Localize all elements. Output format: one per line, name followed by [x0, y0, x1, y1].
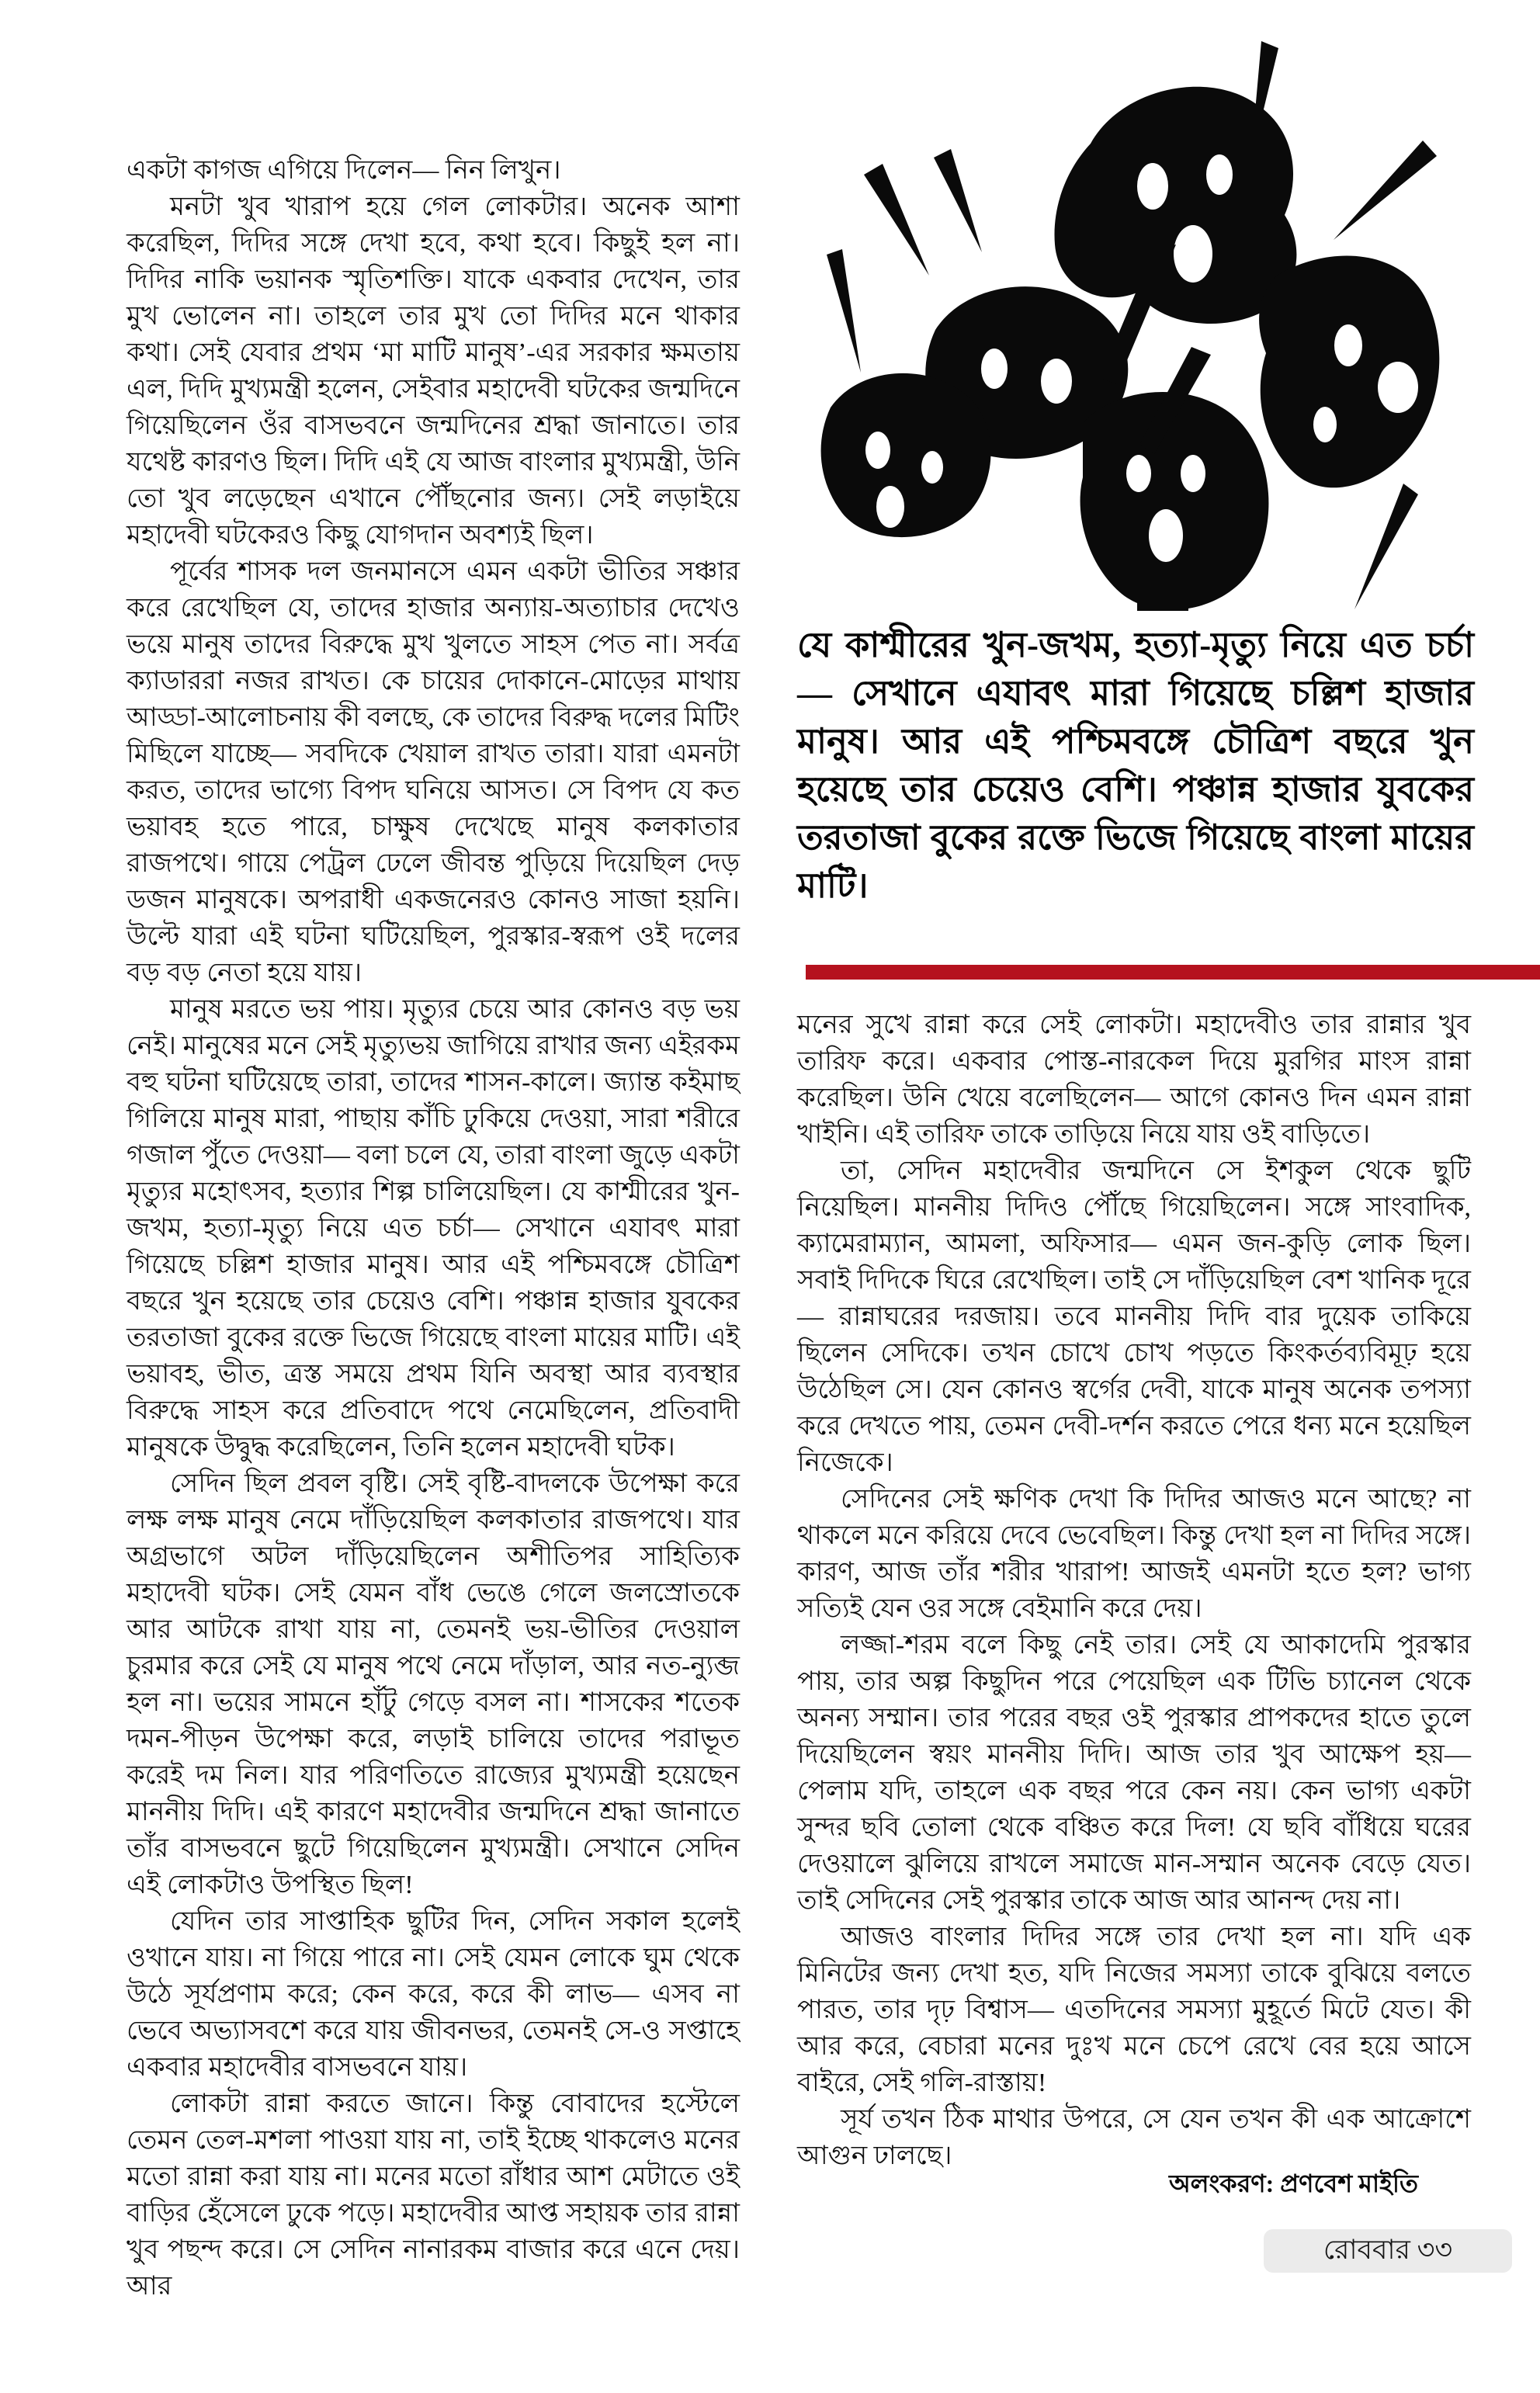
paragraph: সেদিনের সেই ক্ষণিক দেখা কি দিদির আজও মনে আছে? না থাকলে মনে করিয়ে দেবে ভেবেছিল। কিন্তু দেখা হল না দিদির সঙ্গে। কারণ, আজ তাঁর শরীর খারাপ! আজই এমনটা হতে হল? ভাগ্য সত্যিই যেন ওর সঙ্গে বেইমানি করে দেয়। [797, 1485, 1471, 1623]
paragraph: সূর্য তখন ঠিক মাথার উপরে, সে যেন তখন কী এক আক্রোশে আগুন ঢালছে। [797, 2105, 1471, 2170]
paragraph: লোকটা রান্না করতে জানে। কিন্তু বোবাদের হস্টেলে তেমন তেল-মশলা পাওয়া যায় না, তাই ইচ্ছে থাকলেও মনের মতো রান্না করা যায় না। মনের মতো রাঁধার আশ মেটাতে ওই বাড়ির হেঁসেলে ঢুকে পড়ে। মহাদেবীর আপ্ত সহায়ক তার রান্না খুব পছন্দ করে। সে সেদিন নানারকম বাজার করে এনে দেয়। আর [127, 2090, 740, 2301]
paragraph: পূর্বের শাসক দল জনমানসে এমন একটা ভীতির সঞ্চার করে রেখেছিল যে, তাদের হাজার অন্যায়-অত্যাচার দেখেও ভয়ে মানুষ তাদের বিরুদ্ধে মুখ খুলতে সাহস পেত না। সর্বত্র ক্যাডাররা নজর রাখত। কে চায়ের দোকানে-মোড়ের মাথায় আড্ডা-আলোচনায় কী বলছে, কে তাদের বিরুদ্ধ দলের মিটিং মিছিলে যাচ্ছে— সবদিকে খেয়াল রাখত তারা। যারা এমনটা করত, তাদের ভাগ্যে বিপদ ঘনিয়ে আসত। সে বিপদ যে কত ভয়াবহ হতে পারে, চাক্ষুষ দেখেছে মানুষ কলকাতার রাজপথে। গায়ে পেট্রল ঢেলে জীবন্ত পুড়িয়ে দিয়েছিল দেড় ডজন মানুষকে। অপরাধী একজনেরও কোনও সাজা হয়নি। উল্টে যারা এই ঘটনা ঘটিয়েছিল, পুরস্কার-স্বরূপ ওই দলের বড় বড় নেতা হয়ে যায়। [127, 557, 740, 987]
abstract-ink-faces-illustration [788, 19, 1471, 611]
left-text-column [127, 152, 740, 2305]
right-text-column [797, 1007, 1471, 2174]
paragraph: সেদিন ছিল প্রবল বৃষ্টি। সেই বৃষ্টি-বাদলকে উপেক্ষা করে লক্ষ লক্ষ মানুষ নেমে দাঁড়িয়েছিল কলকাতার রাজপথে। যার অগ্রভাগে অটল দাঁড়িয়েছিলেন অশীতিপর সাহিত্যিক মহাদেবী ঘটক। সেই যেমন বাঁধ ভেঙে গেলে জলস্রোতকে আর আটকে রাখা যায় না, তেমনই ভয়-ভীতির দেওয়াল চুরমার করে সেই যে মানুষ পথে নেমে দাঁড়াল, আর নত-ন্যুব্জ হল না। ভয়ের সামনে হাঁটু গেড়ে বসল না। শাসকের শতেক দমন-পীড়ন উপেক্ষা করে, লড়াই চালিয়ে তাদের পরাভূত করেই দম নিল। যার পরিণতিতে রাজ্যের মুখ্যমন্ত্রী হয়েছেন মাননীয় দিদি। এই কারণে মহাদেবীর জন্মদিনে শ্রদ্ধা জানাতে তাঁর বাসভবনে ছুটে গিয়েছিলেন মুখ্যমন্ত্রী। সেখানে সেদিন এই লোকটাও উপস্থিত ছিল! [127, 1469, 740, 1899]
paragraph: তা, সেদিন মহাদেবীর জন্মদিনে সে ইশকুল থেকে ছুটি নিয়েছিল। মাননীয় দিদিও পৌঁছে গিয়েছিলেন। সঙ্গে সাংবাদিক, ক্যামেরাম্যান, আমলা, অফিসার— এমন জন-কুড়ি লোক ছিল। সবাই দিদিকে ঘিরে রেখেছিল। তাই সে দাঁড়িয়েছিল বেশ খানিক দূরে— রান্নাঘরের দরজায়। তবে মাননীয় দিদি বার দুয়েক তাকিয়ে ছিলেন সেদিকে। তখন চোখে চোখ পড়তে কিংকর্তব্যবিমূঢ় হয়ে উঠেছিল সে। যেন কোনও স্বর্গের দেবী, যাকে মানুষ অনেক তপস্যা করে দেখতে পায়, তেমন দেবী-দর্শন করতে পেরে ধন্য মনে হয়েছিল নিজেকে। [797, 1157, 1471, 1477]
paragraph: একটা কাগজ এগিয়ে দিলেন— নিন লিখুন। [127, 156, 561, 185]
illustrator-credit: অলংকরণ: প্রণবেশ মাইতি [1168, 2169, 1418, 2197]
paragraph: মনের সুখে রান্না করে সেই লোকটা। মহাদেবীও তার রান্নার খুব তারিফ করে। একবার পোস্ত-নারকেল দিয়ে মুরগির মাংস রান্না করেছিল। উনি খেয়ে বলেছিলেন— আগে কোনও দিন এমন রান্না খাইনি। এই তারিফ তাকে তাড়িয়ে নিয়ে যায় ওই বাড়িতে। [797, 1011, 1471, 1149]
page-footer [1264, 2229, 1512, 2273]
red-divider-rule [806, 965, 1540, 980]
paragraph: মানুষ মরতে ভয় পায়। মৃত্যুর চেয়ে আর কোনও বড় ভয় নেই। মানুষের মনে সেই মৃত্যুভয় জাগিয়ে রাখার জন্য এইরকম বহু ঘটনা ঘটিয়েছে তারা, তাদের শাসন-কালে। জ্যান্ত কইমাছ গিলিয়ে মানুষ মারা, পাছায় কাঁচি ঢুকিয়ে দেওয়া, সারা শরীরে গজাল পুঁতে দেওয়া— বলা চলে যে, তারা বাংলা জুড়ে একটা মৃত্যুর মহোৎসব, হত্যার শিল্প চালিয়েছিল। যে কাশ্মীরের খুন-জখম, হত্যা-মৃত্যু নিয়ে এত চর্চা— সেখানে এযাবৎ মারা গিয়েছে চল্লিশ হাজার মানুষ। আর এই পশ্চিমবঙ্গে চৌত্রিশ বছরে খুন হয়েছে তার চেয়েও বেশি। পঞ্চান্ন হাজার যুবকের তরতাজা বুকের রক্তে ভিজে গিয়েছে বাংলা মায়ের মাটি। এই ভয়াবহ, ভীত, ত্রস্ত সময়ে প্রথম যিনি অবস্থা আর ব্যবস্থার বিরুদ্ধে সাহস করে প্রতিবাদে পথে নেমেছিলেন, প্রতিবাদী মানুষকে উদ্বুদ্ধ করেছিলেন, তিনি হলেন মহাদেবী ঘটক। [127, 995, 740, 1462]
paragraph: যেদিন তার সাপ্তাহিক ছুটির দিন, সেদিন সকাল হলেই ওখানে যায়। না গিয়ে পারে না। সেই যেমন লোকে ঘুম থেকে উঠে সূর্যপ্রণাম করে; কেন করে, করে কী লাভ— এসব না ভেবে অভ্যাসবশে করে যায় জীবনভর, তেমনই সে-ও সপ্তাহে একবার মহাদেবীর বাসভবনে যায়। [127, 1907, 740, 2082]
page-number-label: রোববার ৩৩ [1323, 2234, 1453, 2265]
pull-quote: যে কাশ্মীরের খুন-জখম, হত্যা-মৃত্যু নিয়ে এত চর্চা— সেখানে এযাবৎ মারা গিয়েছে চল্লিশ হাজার মানুষ। আর এই পশ্চিমবঙ্গে চৌত্রিশ বছরে খুন হয়েছে তার চেয়েও বেশি। পঞ্চান্ন হাজার যুবকের তরতাজা বুকের রক্তে ভিজে গিয়েছে বাংলা মায়ের মাটি। [797, 626, 1474, 905]
paragraph: লজ্জা-শরম বলে কিছু নেই তার। সেই যে আকাদেমি পুরস্কার পায়, তার অল্প কিছুদিন পরে পেয়েছিল এক টিভি চ্যানেল থেকে অনন্য সম্মান। তার পরের বছর ওই পুরস্কার প্রাপকদের হাতে তুলে দিয়েছিলেন স্বয়ং মাননীয় দিদি। আজ তার খুব আক্ষেপ হয়— পেলাম যদি, তাহলে এক বছর পরে কেন নয়। কেন ভাগ্য একটা সুন্দর ছবি তোলা থেকে বঞ্চিত করে দিল! যে ছবি বাঁধিয়ে ঘরের দেওয়ালে ঝুলিয়ে রাখলে সমাজে মান-সম্মান অনেক বেড়ে যেত। তাই সেদিনের সেই পুরস্কার তাকে আজ আর আনন্দ দেয় না। [797, 1631, 1471, 1915]
paragraph: আজও বাংলার দিদির সঙ্গে তার দেখা হল না। যদি এক মিনিটের জন্য দেখা হত, যদি নিজের সমস্যা তাকে বুঝিয়ে বলতে পারত, তার দৃঢ় বিশ্বাস— এতদিনের সমস্যা মুহূর্তে মিটে যেত। কী আর করে, বেচারা মনের দুঃখ মনে চেপে রেখে বের হয়ে আসে বাইরে, সেই গলি-রাস্তায়! [797, 1923, 1471, 2097]
paragraph: মনটা খুব খারাপ হয়ে গেল লোকটার। অনেক আশা করেছিল, দিদির সঙ্গে দেখা হবে, কথা হবে। কিছুই হল না। দিদির নাকি ভয়ানক স্মৃতিশক্তি। যাকে একবার দেখেন, তার মুখ ভোলেন না। তাহলে তার মুখ তো দিদির মনে থাকার কথা। সেই যেবার প্রথম ‘মা মাটি মানুষ’-এর সরকার ক্ষমতায় এল, দিদি মুখ্যমন্ত্রী হলেন, সেইবার মহাদেবী ঘটকের জন্মদিনে গিয়েছিলেন ওঁর বাসভবনে জন্মদিনের শ্রদ্ধা জানাতে। তার যথেষ্ট কারণও ছিল। দিদি এই যে আজ বাংলার মুখ্যমন্ত্রী, উনি তো খুব লড়েছেন এখানে পৌঁছনোর জন্য। সেই লড়াইয়ে মহাদেবী ঘটকেরও কিছু যোগদান অবশ্যই ছিল। [127, 192, 740, 550]
